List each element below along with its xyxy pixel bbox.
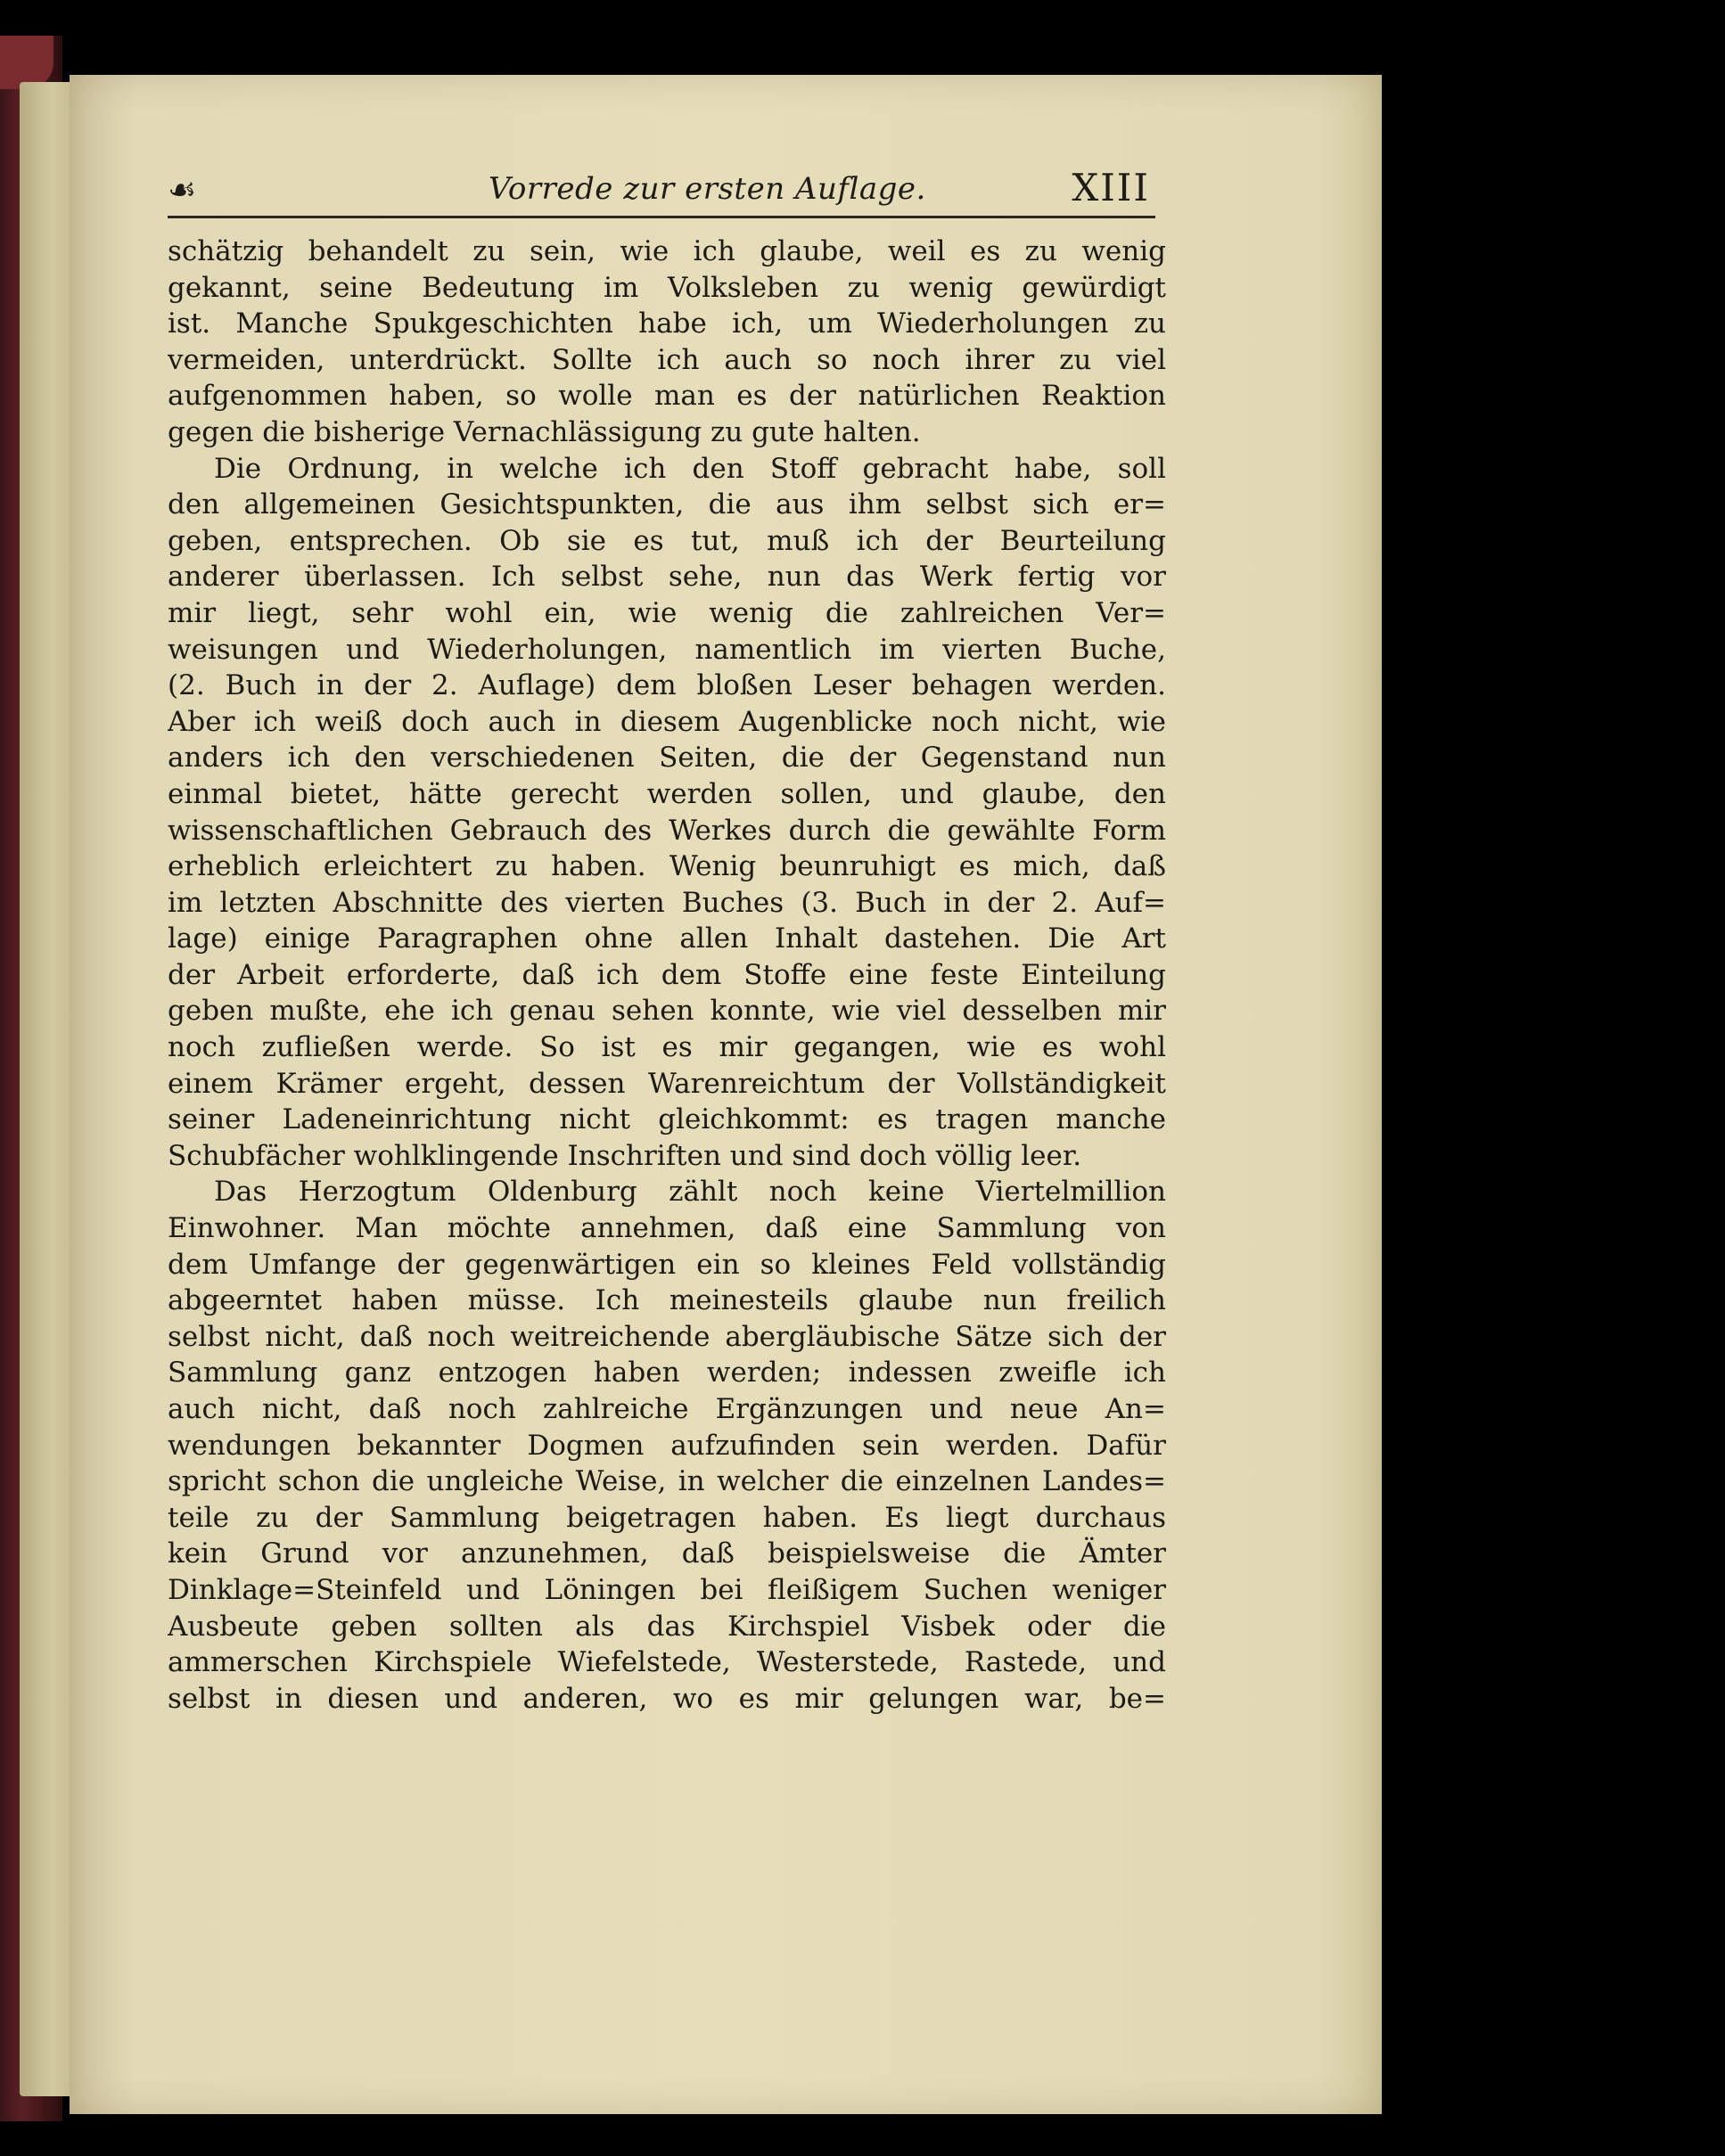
text-line: Die Ordnung, in welche ich den Stoff gebracht habe, soll: [214, 452, 1166, 485]
text-line: abgeerntet haben müsse. Ich meinesteils glaube nun freilich: [168, 1284, 1166, 1317]
text-line: teile zu der Sammlung beigetragen haben. Es liegt durchaus: [168, 1501, 1166, 1534]
text-line: den allgemeinen Gesichtspunkten, die aus ihm selbst sich er=: [168, 488, 1166, 521]
text-line: spricht schon die ungleiche Weise, in welcher die einzelnen Landes=: [168, 1465, 1166, 1498]
text-line: gegen die bisherige Vernachlässigung zu gute halten.: [168, 415, 921, 448]
text-line: weisungen und Wiederholungen, namentlich im vierten Buche,: [168, 633, 1166, 666]
text-line: Schubfächer wohlklingende Inschriften und sind doch völlig leer.: [168, 1139, 1082, 1172]
text-line: geben mußte, ehe ich genau sehen konnte, wie viel desselben mir: [168, 995, 1166, 1028]
text-line: gekannt, seine Bedeutung im Volksleben zu wenig gewürdigt: [168, 271, 1166, 304]
text-line: Aber ich weiß doch auch in diesem Augenblicke noch nicht, wie: [168, 705, 1166, 738]
text-line: einem Krämer ergeht, dessen Warenreichtum der Vollständigkeit: [168, 1067, 1166, 1100]
text-line: im letzten Abschnitte des vierten Buches (3. Buch in der 2. Auf=: [168, 886, 1166, 919]
text-line: mir liegt, sehr wohl ein, wie wenig die zahlreichen Ver=: [168, 596, 1166, 629]
text-line: dem Umfange der gegenwärtigen ein so kleines Feld vollständig: [168, 1248, 1166, 1281]
text-line: auch nicht, daß noch zahlreiche Ergänzungen und neue An=: [168, 1393, 1166, 1425]
text-line: ammerschen Kirchspiele Wiefelstede, Westerstede, Rastede, und: [168, 1646, 1166, 1679]
text-line: noch zufließen werde. So ist es mir gegangen, wie es wohl: [168, 1031, 1166, 1064]
text-line: anderer überlassen. Ich selbst sehe, nun das Werk fertig vor: [168, 561, 1166, 594]
text-line: kein Grund vor anzunehmen, daß beispielsweise die Ämter: [168, 1537, 1166, 1570]
text-line: vermeiden, unterdrückt. Sollte ich auch so noch ihrer zu viel: [168, 343, 1166, 376]
body-text: [168, 234, 1166, 1717]
text-line: seiner Ladeneinrichtung nicht gleichkommt: es tragen manche: [168, 1103, 1166, 1136]
text-line: geben, entsprechen. Ob sie es tut, muß ich der Beurteilung: [168, 524, 1166, 557]
text-line: selbst in diesen und anderen, wo es mir gelungen war, be=: [168, 1682, 1166, 1715]
text-line: schätzig behandelt zu sein, wie ich glaube, weil es zu wenig: [168, 235, 1166, 267]
text-line: Sammlung ganz entzogen haben werden; indessen zweifle ich: [168, 1357, 1166, 1390]
ornament-icon: ☙: [168, 172, 197, 209]
text-line: wissenschaftlichen Gebrauch des Werkes durch die gewählte Form: [168, 814, 1166, 847]
page-header: [168, 160, 1155, 218]
text-line: erheblich erleichtert zu haben. Wenig beunruhigt es mich, daß: [168, 850, 1166, 883]
text-line: einmal bietet, hätte gerecht werden sollen, und glaube, den: [168, 777, 1166, 810]
cover-corner: [0, 36, 53, 89]
text-line: aufgenommen haben, so wolle man es der natürlichen Reaktion: [168, 380, 1166, 413]
text-line: Einwohner. Man möchte annehmen, daß eine Sammlung von: [168, 1212, 1166, 1245]
text-line: Ausbeute geben sollten als das Kirchspiel Visbek oder die: [168, 1610, 1166, 1643]
text-line: (2. Buch in der 2. Auflage) dem bloßen Leser behagen werden.: [168, 669, 1166, 702]
text-line: selbst nicht, daß noch weitreichende abergläubische Sätze sich der: [168, 1320, 1166, 1353]
text-line: lage) einige Paragraphen ohne allen Inhalt dastehen. Die Art: [168, 922, 1166, 955]
text-line: der Arbeit erforderte, daß ich dem Stoffe eine feste Einteilung: [168, 958, 1166, 991]
page-number: XIII: [1072, 166, 1150, 209]
running-title: Vorrede zur ersten Auflage.: [489, 171, 926, 207]
text-line: anders ich den verschiedenen Seiten, die der Gegenstand nun: [168, 742, 1166, 775]
text-line: wendungen bekannter Dogmen aufzufinden sein werden. Dafür: [168, 1429, 1166, 1462]
left-page-edge: [20, 82, 73, 2096]
text-line: ist. Manche Spukgeschichten habe ich, um Wiederholungen zu: [168, 307, 1166, 340]
text-line: Das Herzogtum Oldenburg zählt noch keine Viertelmillion: [214, 1176, 1166, 1209]
text-line: Dinklage=Steinfeld und Löningen bei fleißigem Suchen weniger: [168, 1573, 1166, 1606]
